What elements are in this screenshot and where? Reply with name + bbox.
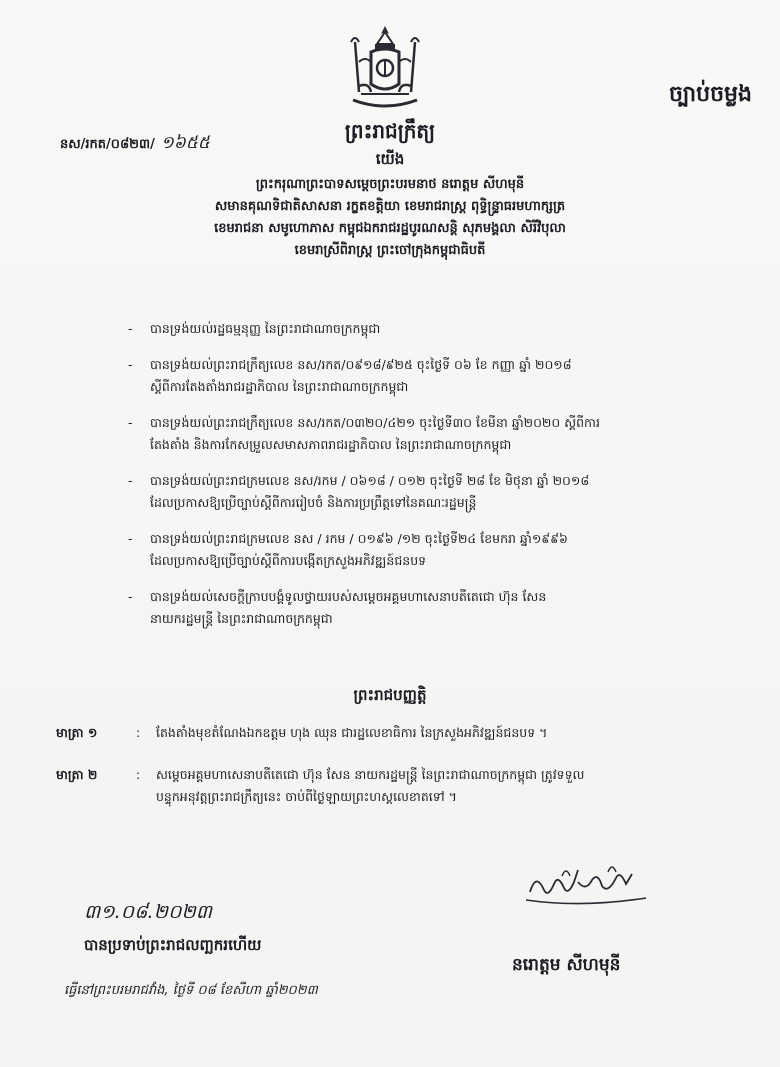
reference-line: ដែលប្រកាសឱ្យប្រើច្បាប់ស្តីពីការបង្កើតក្រសួងអភិវឌ្ឍន៍ជនបទ <box>150 553 427 568</box>
article-line: តែងតាំងមុខតំណែងឯកឧត្តម ហុង ឈុន ជារដ្ឋលេខាធិការ នៃក្រសួងអភិវឌ្ឍន៍ជនបទ ។ <box>156 725 548 740</box>
reference-line: - បានទ្រង់យល់ព្រះរាជក្រមលេខ នស / រកម / ០១៩៦ /១២ ចុះថ្ងៃទី២៤ ខែមករា ឆ្នាំ១៩៩៦ <box>150 531 568 546</box>
reference-item <box>126 470 726 514</box>
handwritten-date: ៣១.០៨.២០២៣ <box>84 901 213 923</box>
article-body <box>156 722 736 744</box>
royal-title-line: ខេមរាស្រីពិរាស្ត្រ ព្រះចៅក្រុងកម្ពុជាធិបតី <box>294 243 486 258</box>
legal-references <box>126 318 726 644</box>
royal-emblem-icon <box>345 22 425 112</box>
reference-line: ដែលប្រកាសឱ្យប្រើច្បាប់ស្តីពីការរៀបចំ និងការប្រព្រឹត្តទៅនៃគណៈរដ្ឋមន្ត្រី <box>150 495 477 510</box>
reference-printed: នស/រកត/០៨២៣/ <box>60 137 155 152</box>
royal-title-line: សមានគុណទិជាតិសាសនា រក្ខតខត្តិយា ខេមរាជរាស្ត្រ ពុទ្ធិន្ទ្រាធរមហាក្សត្រ <box>214 199 566 214</box>
royal-title-line: ខេមរាជនា សមូហោភាស កម្ពុជឯករាជរដ្ឋបូរណសន្តិ សុភមង្គលា សិរីវិបុលា <box>214 221 566 236</box>
reference-item <box>126 586 726 630</box>
page-subtitle: យើង <box>375 150 405 168</box>
article-body <box>156 764 736 808</box>
reference-line: - បានទ្រង់យល់ព្រះរាជក្រមលេខ នស/រកម / ០៦១៨ / ០១២ ចុះថ្ងៃទី ២៨ ខែ មិថុនា ឆ្នាំ ២០១៨ <box>150 473 590 488</box>
reference-item <box>126 318 726 340</box>
decision-heading: ព្រះរាជបញ្ញត្តិ <box>353 686 427 704</box>
reference-line: នាយករដ្ឋមន្ត្រី នៃព្រះរាជាណាចក្រកម្ពុជា <box>150 611 333 626</box>
article-2 <box>56 764 736 808</box>
certification-text: បានប្រទាប់ព្រះរាជលញ្ឆករហើយ <box>84 936 262 954</box>
article-line: សម្តេចអគ្គមហាសេនាបតីតេជោ ហ៊ុន សែន នាយករដ្ឋមន្ត្រី នៃព្រះរាជាណាចក្រកម្ពុជា ត្រូវទទួល <box>156 767 585 782</box>
reference-item <box>126 412 726 456</box>
royal-titles <box>160 174 620 262</box>
copy-label: ច្បាប់ចម្លង <box>668 82 752 107</box>
signer-name: នរោត្តម សីហមុនី <box>512 955 621 975</box>
article-label: មាត្រា ២ <box>56 767 98 782</box>
reference-line: - បានទ្រង់យល់សេចក្តីក្រាបបង្គំទូលថ្វាយរបស់សម្តេចអគ្គមហាសេនាបតីតេជោ ហ៊ុន សែន <box>150 589 547 604</box>
article-colon: : <box>136 767 141 782</box>
royal-title-line: ព្រះករុណាព្រះបាទសម្តេចព្រះបរមនាថ នរោត្តម សីហមុនី <box>255 177 525 192</box>
reference-line: - បានទ្រង់យល់ព្រះរាជក្រឹត្យលេខ នស/រកត/០៩១៨/៩២៥ ចុះថ្ងៃទី ០៦ ខែ កញ្ញា ឆ្នាំ ២០១៨ <box>150 357 572 372</box>
reference-line: - បានទ្រង់យល់រដ្ឋធម្មនុញ្ញ នៃព្រះរាជាណាចក្រកម្ពុជា <box>150 321 381 336</box>
reference-item <box>126 354 726 398</box>
reference-line: តែងតាំង និងការកែសម្រួលសមាសភាពរាជរដ្ឋាភិបាល នៃព្រះរាជាណាចក្រកម្ពុជា <box>150 437 512 452</box>
article-1 <box>56 722 736 744</box>
article-label: មាត្រា ១ <box>56 725 98 740</box>
article-line: បន្ទុកអនុវត្តព្រះរាជក្រឹត្យនេះ ចាប់ពីថ្ងៃឡាយព្រះហស្តលេខាតទៅ ។ <box>156 789 457 804</box>
article-colon: : <box>136 725 141 740</box>
royal-signature <box>522 862 652 908</box>
place-and-date: ធ្វើនៅព្រះបរមរាជវាំង, ថ្ងៃទី ០៨ ខែសីហា ឆ្នាំ២០២៣ <box>64 983 318 998</box>
page-title: ព្រះរាជក្រឹត្យ <box>344 119 436 143</box>
reference-item <box>126 528 726 572</box>
reference-line: ស្តីពីការតែងតាំងរាជរដ្ឋាភិបាល នៃព្រះរាជាណាចក្រកម្ពុជា <box>150 379 409 394</box>
reference-line: - បានទ្រង់យល់ព្រះរាជក្រឹត្យលេខ នស/រកត/០៣២០/៤២១ ចុះថ្ងៃទី៣០ ខែមីនា ឆ្នាំ២០២០ ស្តីពីការ <box>150 415 600 430</box>
reference-handwritten: ១៦៥៥ <box>160 133 210 153</box>
